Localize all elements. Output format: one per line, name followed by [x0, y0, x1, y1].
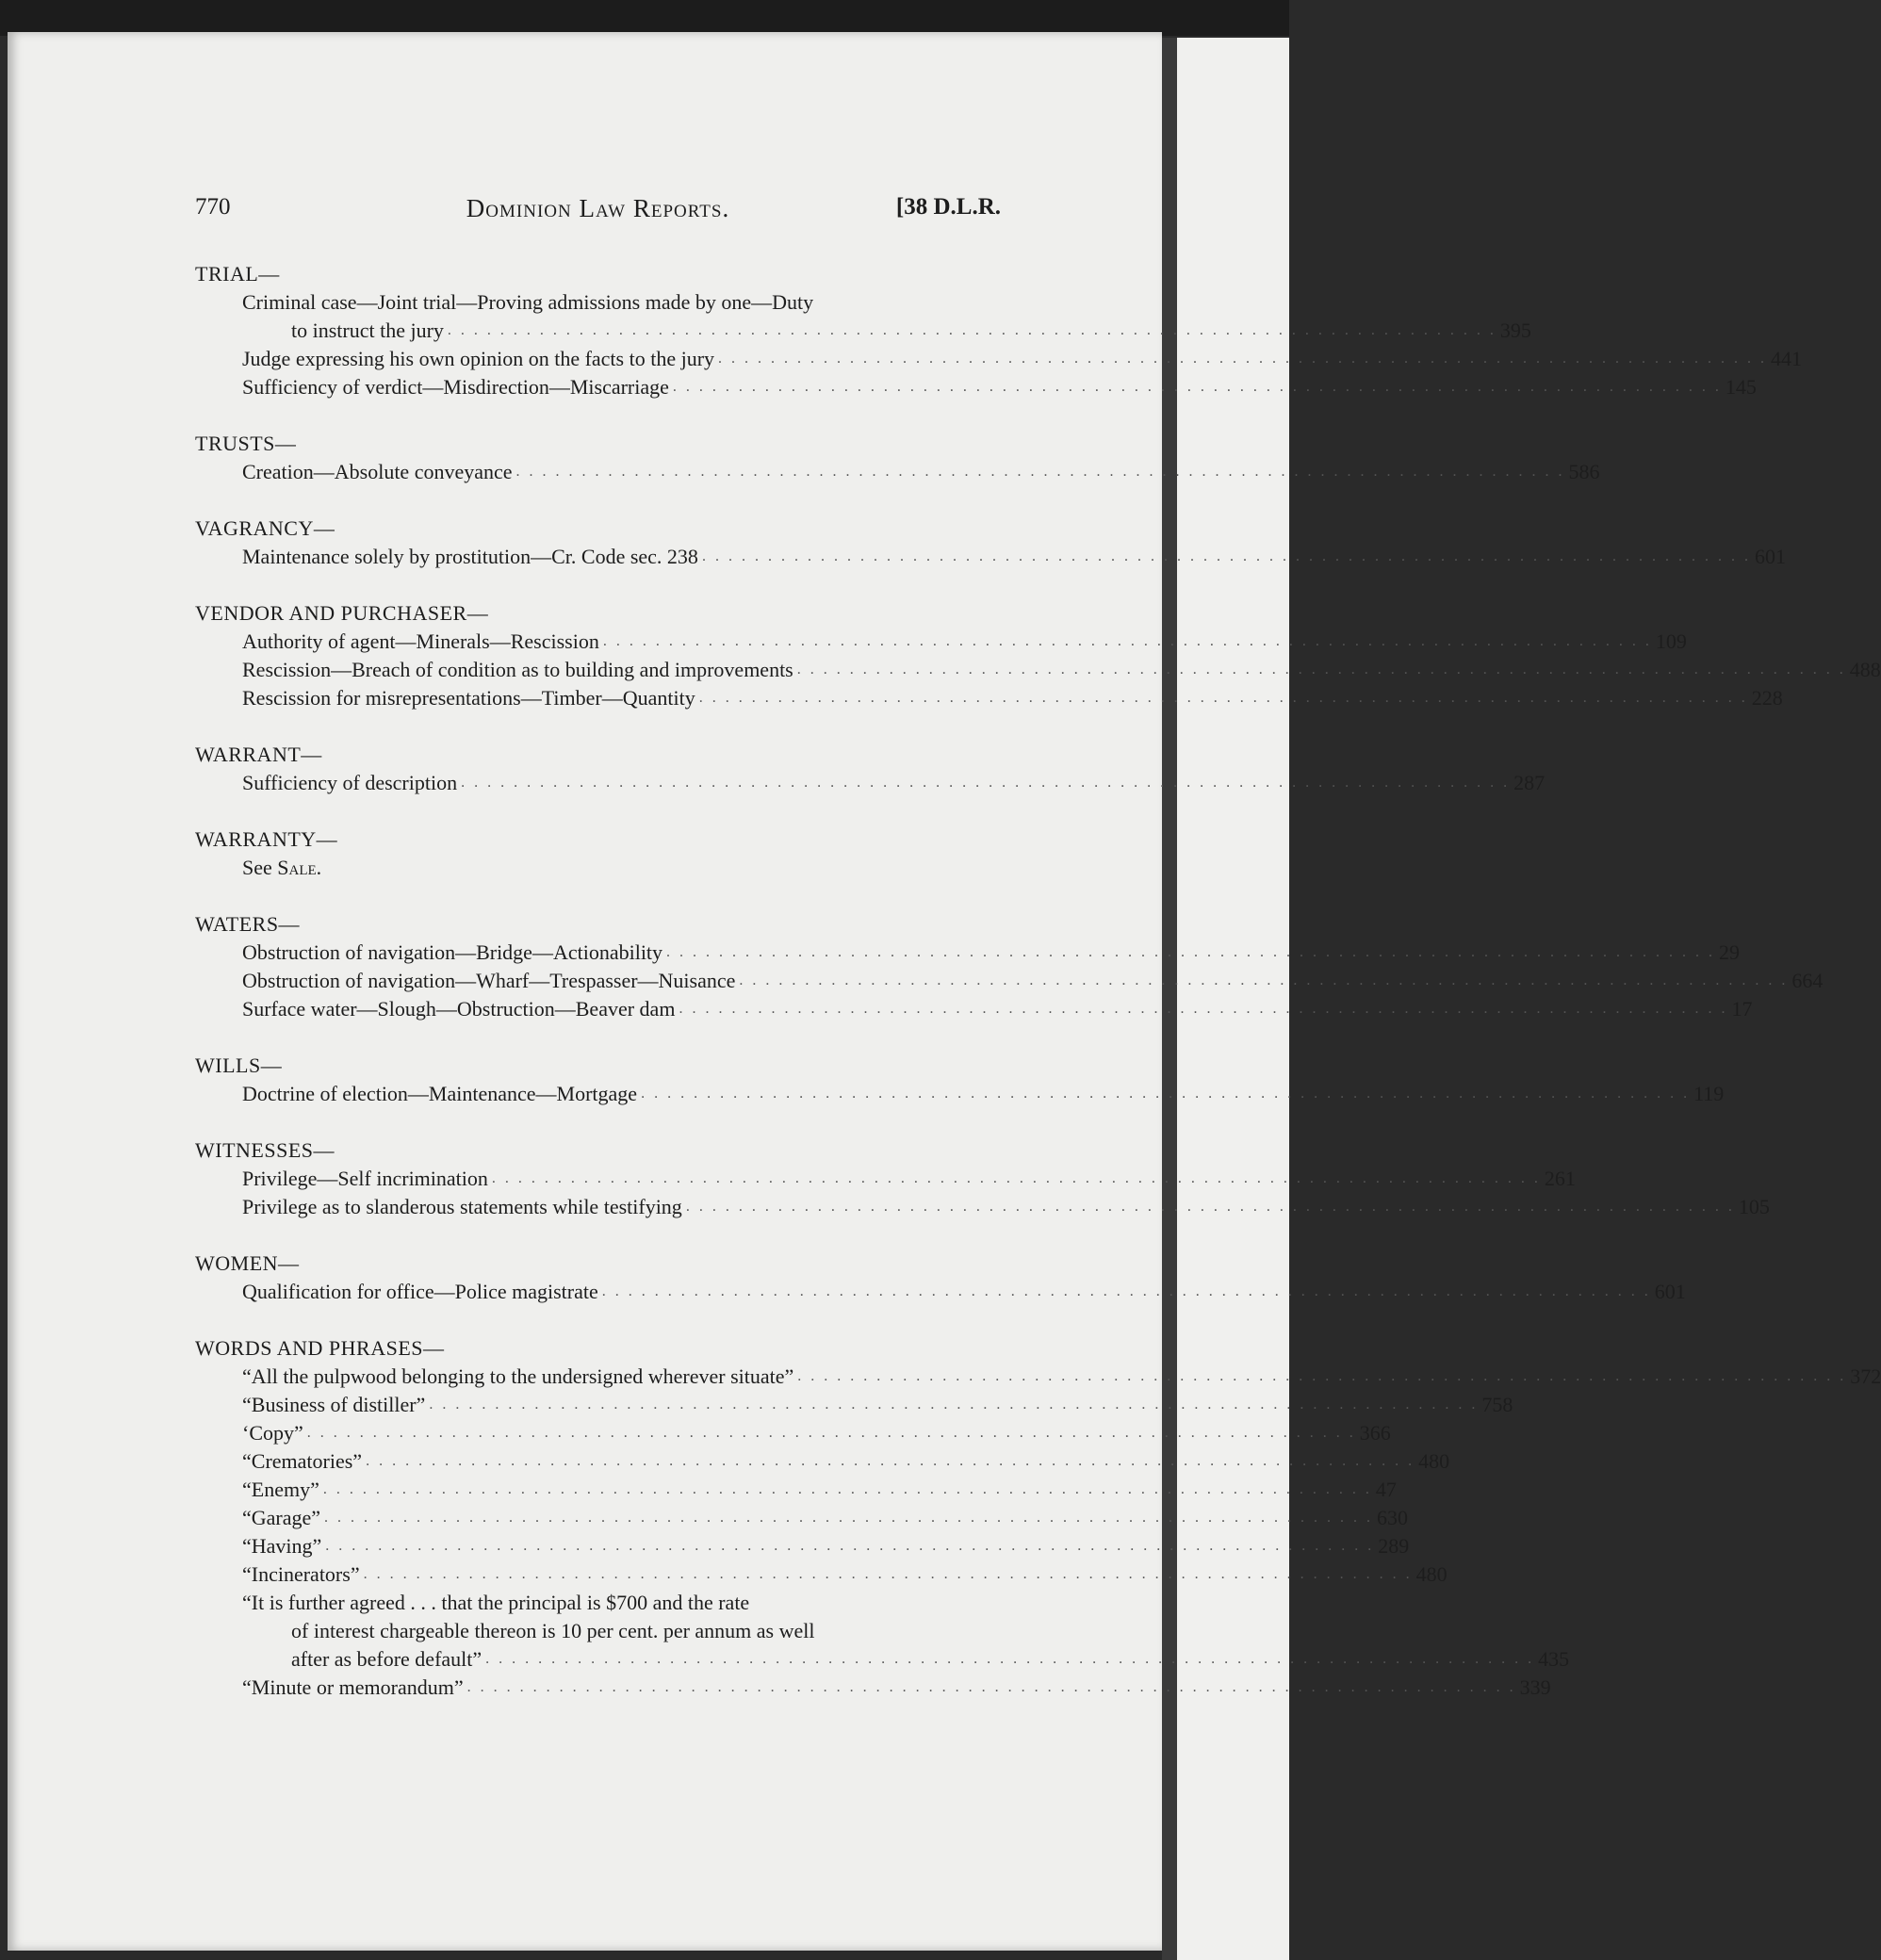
- entry-page-number: 29: [1719, 940, 1741, 964]
- dot-leader: . . . . . . . . . . . . . . . . . . . . . . . . . . . . . . . . . . . . . . . . . . . . . . . . . . . . . . . . . . . . . . . . . . . . . . . . . . . . . . . .: [447, 322, 1497, 338]
- entry-row: [242, 1560, 1448, 1589]
- index-entry: [195, 1391, 1513, 1419]
- entry-text: Privilege—Self incrimination: [242, 1167, 488, 1190]
- entry-row: [242, 1504, 1409, 1532]
- entry-row: [242, 967, 1824, 995]
- entry-page-number: 47: [1375, 1478, 1397, 1501]
- entry-page-number: 287: [1513, 771, 1546, 794]
- dot-leader: . . . . . . . . . . . . . . . . . . . . . . . . . . . . . . . . . . . . . . . . . . . . . . . . . . . . . . . . . . . . . . . . . . . . . . . . . . . . . . . .: [701, 548, 1751, 564]
- dot-leader: . . . . . . . . . . . . . . . . . . . . . . . . . . . . . . . . . . . . . . . . . . . . . . . . . . . . . . . . . . . . . . . . . . . . . . . . . . . . . . . .: [797, 1368, 1847, 1384]
- index-entry: [195, 1447, 1450, 1476]
- section-heading: WATERS—: [195, 912, 301, 936]
- index-entry: [195, 769, 1546, 797]
- section-heading: TRUSTS—: [195, 432, 297, 455]
- entry-page-number: 601: [1754, 545, 1786, 568]
- entry-line: “It is further agreed . . . that the principal is $700 and the rate: [242, 1591, 750, 1614]
- entry-row: [242, 543, 1786, 571]
- entry-text: Obstruction of navigation—Bridge—Actionability: [242, 940, 663, 964]
- index-entry: [195, 288, 1531, 345]
- entry-page-number: 488: [1849, 658, 1881, 681]
- see-target: Sale.: [277, 856, 322, 879]
- entry-page-number: 109: [1655, 629, 1687, 653]
- index-entry: [195, 345, 1803, 373]
- dot-leader: . . . . . . . . . . . . . . . . . . . . . . . . . . . . . . . . . . . . . . . . . . . . . . . . . . . . . . . . . . . . . . . . . . . . . . . . . . . . . . . .: [366, 1453, 1415, 1469]
- index-section: [195, 825, 1001, 882]
- dot-leader: . . . . . . . . . . . . . . . . . . . . . . . . . . . . . . . . . . . . . . . . . . . . . . . . . . . . . . . . . . . . . . . . . . . . . . . . . . . . . . . .: [679, 1001, 1728, 1017]
- entry-page-number: 630: [1377, 1506, 1409, 1529]
- dot-leader: . . . . . . . . . . . . . . . . . . . . . . . . . . . . . . . . . . . . . . . . . . . . . . . . . . . . . . . . . . . . . . . . . . . . . . . . . . . . . . . .: [666, 944, 1716, 960]
- entry-text: “Minute or memorandum”: [242, 1675, 464, 1699]
- entry-row: [242, 1476, 1397, 1504]
- volume-label: [38 D.L.R.: [895, 194, 1001, 220]
- index-section: [195, 741, 1546, 797]
- section-heading: WORDS AND PHRASES—: [195, 1336, 445, 1360]
- index-section: [195, 430, 1600, 486]
- entry-text: “Enemy”: [242, 1478, 319, 1501]
- entry-text: Maintenance solely by prostitution—Cr. Code sec. 238: [242, 545, 698, 568]
- entry-text: Privilege as to slanderous statements while testifying: [242, 1195, 682, 1218]
- entry-row: [242, 373, 1757, 401]
- entry-row: [242, 1391, 1513, 1419]
- entry-text: ‘Copy”: [242, 1421, 303, 1445]
- entry-text: after as before default”: [291, 1647, 483, 1671]
- index-entry: [195, 1165, 1576, 1193]
- dot-leader: . . . . . . . . . . . . . . . . . . . . . . . . . . . . . . . . . . . . . . . . . . . . . . . . . . . . . . . . . . . . . . . . . . . . . . . . . . . . . . . .: [461, 775, 1511, 791]
- dot-leader: . . . . . . . . . . . . . . . . . . . . . . . . . . . . . . . . . . . . . . . . . . . . . . . . . . . . . . . . . . . . . . . . . . . . . . . . . . . . . . . .: [641, 1086, 1691, 1102]
- dot-leader: . . . . . . . . . . . . . . . . . . . . . . . . . . . . . . . . . . . . . . . . . . . . . . . . . . . . . . . . . . . . . . . . . . . . . . . . . . . . . . . .: [718, 351, 1768, 367]
- entry-row: [242, 1080, 1725, 1108]
- entry-page-number: 339: [1519, 1675, 1551, 1699]
- dot-leader: . . . . . . . . . . . . . . . . . . . . . . . . . . . . . . . . . . . . . . . . . . . . . . . . . . . . . . . . . . . . . . . . . . . . . . . . . . . . . . . .: [306, 1425, 1356, 1441]
- index-entry: [195, 628, 1687, 656]
- index-entry: [195, 1193, 1770, 1221]
- dot-leader: . . . . . . . . . . . . . . . . . . . . . . . . . . . . . . . . . . . . . . . . . . . . . . . . . . . . . . . . . . . . . . . . . . . . . . . . . . . . . . . .: [485, 1651, 1535, 1667]
- dot-leader: . . . . . . . . . . . . . . . . . . . . . . . . . . . . . . . . . . . . . . . . . . . . . . . . . . . . . . . . . . . . . . . . . . . . . . . . . . . . . . . .: [739, 972, 1789, 988]
- index-entry: [195, 1363, 1881, 1391]
- entry-text: Rescission for misrepresentations—Timber—Quantity: [242, 686, 695, 710]
- entry-text: Sufficiency of verdict—Misdirection—Miscarriage: [242, 375, 669, 399]
- scan-top-border: [0, 0, 1289, 36]
- index-section: [195, 260, 1803, 401]
- index-entry: [195, 656, 1881, 684]
- entry-row: [242, 769, 1546, 797]
- index-entry: [195, 1080, 1725, 1108]
- entry-page-number: 145: [1725, 375, 1757, 399]
- entry-page-number: 366: [1359, 1421, 1391, 1445]
- entry-page-number: 105: [1738, 1195, 1770, 1218]
- index-entry: [195, 995, 1753, 1023]
- entry-row: [242, 1193, 1770, 1221]
- index-entry: [195, 967, 1824, 995]
- entry-text: Judge expressing his own opinion on the facts to the jury: [242, 347, 715, 370]
- entry-page-number: 228: [1751, 686, 1783, 710]
- entry-text: “All the pulpwood belonging to the undersigned wherever situate”: [242, 1364, 794, 1388]
- page-number: 770: [195, 194, 231, 220]
- dot-leader: . . . . . . . . . . . . . . . . . . . . . . . . . . . . . . . . . . . . . . . . . . . . . . . . . . . . . . . . . . . . . . . . . . . . . . . . . . . . . . . .: [601, 1283, 1651, 1299]
- section-heading: TRIAL—: [195, 262, 280, 286]
- index-entry: [195, 458, 1600, 486]
- index-entry: [195, 373, 1757, 401]
- dot-leader: . . . . . . . . . . . . . . . . . . . . . . . . . . . . . . . . . . . . . . . . . . . . . . . . . . . . . . . . . . . . . . . . . . . . . . . . . . . . . . . .: [466, 1679, 1516, 1695]
- entry-text: Creation—Absolute conveyance: [242, 460, 513, 483]
- index-entry: [195, 1674, 1551, 1702]
- index-section: [195, 1334, 1881, 1702]
- index-entry: [195, 939, 1741, 967]
- entry-text: “Incinerators”: [242, 1562, 360, 1586]
- entry-page-number: 441: [1771, 347, 1803, 370]
- section-heading: WARRANT—: [195, 743, 322, 766]
- index-entry: [195, 684, 1783, 712]
- entry-page-number: 758: [1481, 1393, 1513, 1416]
- index-section: [195, 1136, 1770, 1221]
- entry-text: Rescission—Breach of condition as to building and improvements: [242, 658, 793, 681]
- entry-row: [242, 1645, 1570, 1674]
- dot-leader: . . . . . . . . . . . . . . . . . . . . . . . . . . . . . . . . . . . . . . . . . . . . . . . . . . . . . . . . . . . . . . . . . . . . . . . . . . . . . . . .: [515, 464, 1565, 480]
- entry-row: [242, 939, 1741, 967]
- entry-page-number: 261: [1544, 1167, 1576, 1190]
- entry-text: “Crematories”: [242, 1449, 363, 1473]
- entry-page-number: 480: [1415, 1562, 1448, 1586]
- dot-leader: . . . . . . . . . . . . . . . . . . . . . . . . . . . . . . . . . . . . . . . . . . . . . . . . . . . . . . . . . . . . . . . . . . . . . . . . . . . . . . . .: [491, 1170, 1541, 1186]
- section-heading: VAGRANCY—: [195, 516, 335, 540]
- dot-leader: . . . . . . . . . . . . . . . . . . . . . . . . . . . . . . . . . . . . . . . . . . . . . . . . . . . . . . . . . . . . . . . . . . . . . . . . . . . . . . . .: [698, 690, 1748, 706]
- index-entry: [195, 1278, 1686, 1306]
- entry-row: [242, 317, 1531, 345]
- entry-text: Authority of agent—Minerals—Rescission: [242, 629, 599, 653]
- entry-row: [242, 656, 1881, 684]
- entry-page-number: 435: [1538, 1647, 1570, 1671]
- cross-reference: [195, 854, 1001, 882]
- entry-row: [242, 1532, 1410, 1560]
- entry-line: Criminal case—Joint trial—Proving admissions made by one—Duty: [242, 290, 814, 314]
- index-section: [195, 910, 1824, 1023]
- dot-leader: . . . . . . . . . . . . . . . . . . . . . . . . . . . . . . . . . . . . . . . . . . . . . . . . . . . . . . . . . . . . . . . . . . . . . . . . . . . . . . . .: [325, 1538, 1375, 1554]
- section-heading: WILLS—: [195, 1054, 283, 1077]
- entry-row: [242, 345, 1803, 373]
- index-section: [195, 599, 1881, 712]
- entry-row: [242, 1278, 1686, 1306]
- section-heading: WITNESSES—: [195, 1138, 335, 1162]
- entry-text: “Business of distiller”: [242, 1393, 426, 1416]
- subject-index: [195, 260, 1881, 1730]
- entry-page-number: 601: [1654, 1280, 1686, 1303]
- entry-text: Sufficiency of description: [242, 771, 458, 794]
- index-entry: [195, 1532, 1410, 1560]
- entry-row: [242, 1165, 1576, 1193]
- index-entry: [195, 1560, 1448, 1589]
- entry-page-number: 289: [1378, 1534, 1410, 1558]
- entry-row: [242, 1674, 1551, 1702]
- entry-text: Obstruction of navigation—Wharf—Trespasser—Nuisance: [242, 969, 736, 992]
- entry-text: Qualification for office—Police magistrate: [242, 1280, 598, 1303]
- entry-page-number: 586: [1568, 460, 1600, 483]
- entry-text: Doctrine of election—Maintenance—Mortgage: [242, 1082, 638, 1105]
- entry-row: [242, 1363, 1881, 1391]
- dot-leader: . . . . . . . . . . . . . . . . . . . . . . . . . . . . . . . . . . . . . . . . . . . . . . . . . . . . . . . . . . . . . . . . . . . . . . . . . . . . . . . .: [324, 1510, 1374, 1526]
- entry-text: to instruct the jury: [291, 318, 444, 342]
- entry-row: [242, 458, 1600, 486]
- entry-row: [242, 628, 1687, 656]
- dot-leader: . . . . . . . . . . . . . . . . . . . . . . . . . . . . . . . . . . . . . . . . . . . . . . . . . . . . . . . . . . . . . . . . . . . . . . . . . . . . . . . .: [685, 1199, 1735, 1215]
- index-section: [195, 1052, 1725, 1108]
- dot-leader: . . . . . . . . . . . . . . . . . . . . . . . . . . . . . . . . . . . . . . . . . . . . . . . . . . . . . . . . . . . . . . . . . . . . . . . . . . . . . . . .: [363, 1566, 1413, 1582]
- entry-page-number: 372: [1850, 1364, 1881, 1388]
- entry-row: [242, 684, 1783, 712]
- entry-page-number: 480: [1418, 1449, 1450, 1473]
- entry-page-number: 119: [1693, 1082, 1725, 1105]
- dot-leader: . . . . . . . . . . . . . . . . . . . . . . . . . . . . . . . . . . . . . . . . . . . . . . . . . . . . . . . . . . . . . . . . . . . . . . . . . . . . . . . .: [602, 633, 1652, 649]
- entry-row: [242, 1419, 1391, 1447]
- dot-leader: . . . . . . . . . . . . . . . . . . . . . . . . . . . . . . . . . . . . . . . . . . . . . . . . . . . . . . . . . . . . . . . . . . . . . . . . . . . . . . . .: [429, 1396, 1479, 1413]
- entry-line: of interest chargeable thereon is 10 per cent. per annum as well: [291, 1619, 815, 1642]
- entry-page-number: 664: [1791, 969, 1824, 992]
- index-entry: [195, 1589, 1570, 1674]
- dot-leader: . . . . . . . . . . . . . . . . . . . . . . . . . . . . . . . . . . . . . . . . . . . . . . . . . . . . . . . . . . . . . . . . . . . . . . . . . . . . . . . .: [322, 1481, 1372, 1497]
- entry-row: [242, 995, 1753, 1023]
- index-entry: [195, 1476, 1397, 1504]
- index-entry: [195, 543, 1786, 571]
- see-prefix: See: [242, 856, 272, 879]
- index-section: [195, 514, 1786, 571]
- dot-leader: . . . . . . . . . . . . . . . . . . . . . . . . . . . . . . . . . . . . . . . . . . . . . . . . . . . . . . . . . . . . . . . . . . . . . . . . . . . . . . . .: [796, 662, 1846, 678]
- index-entry: [195, 1504, 1409, 1532]
- entry-text: “Garage”: [242, 1506, 321, 1529]
- dot-leader: . . . . . . . . . . . . . . . . . . . . . . . . . . . . . . . . . . . . . . . . . . . . . . . . . . . . . . . . . . . . . . . . . . . . . . . . . . . . . . . .: [672, 379, 1722, 395]
- index-entry: [195, 1419, 1391, 1447]
- running-header: [195, 194, 1001, 232]
- index-section: [195, 1250, 1686, 1306]
- entry-text: Surface water—Slough—Obstruction—Beaver dam: [242, 997, 676, 1021]
- entry-text: “Having”: [242, 1534, 322, 1558]
- running-title: Dominion Law Reports.: [466, 194, 730, 222]
- section-heading: WARRANTY—: [195, 827, 338, 851]
- section-heading: VENDOR AND PURCHASER—: [195, 601, 489, 625]
- entry-page-number: 17: [1731, 997, 1753, 1021]
- entry-page-number: 395: [1499, 318, 1531, 342]
- entry-row: [242, 1447, 1450, 1476]
- section-heading: WOMEN—: [195, 1251, 300, 1275]
